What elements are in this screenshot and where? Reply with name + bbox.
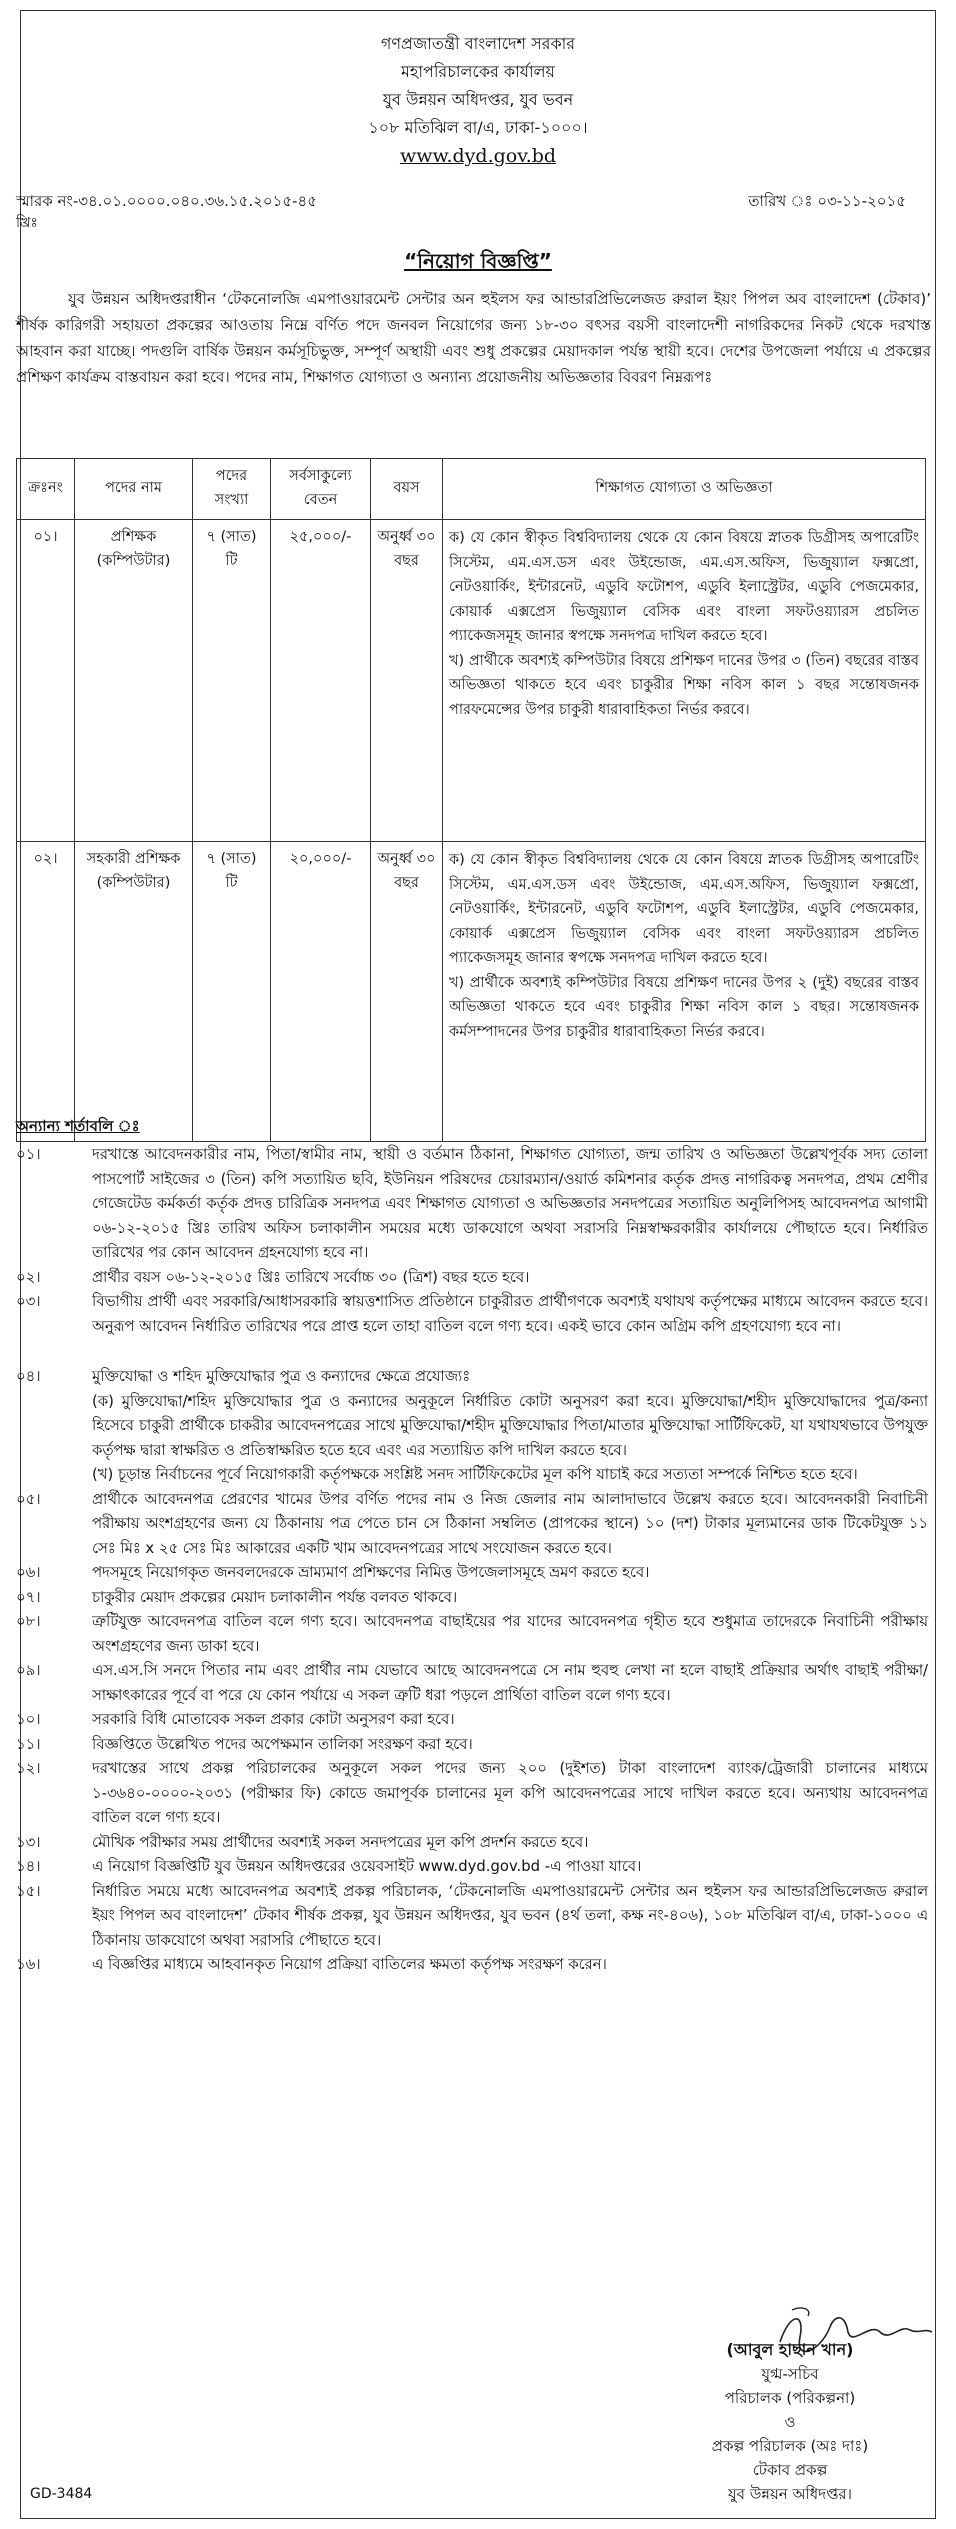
condition-number: ১৫। — [16, 1882, 41, 1900]
condition-number: ০৯। — [16, 1662, 41, 1679]
qualification-b: খ) প্রার্থীকে অবশ্যই কম্পিউটার বিষয়ে প্রশিক্ষণ দানের উপর ২ (দুই) বছরের বাস্তব অভিজ্ঞতা থাকতে হবে এবং চাকুরীর শিক্ষা নবিস কাল ১ বছর। সন্তোষজনক কর্মসম্পাদনের উপর চাকুরীর ধারাবাহিকতা নির্ভর করবে। — [449, 974, 919, 1040]
condition-text: দরখাস্তের সাথে প্রকল্প পরিচালকের অনুকূলে সকল পদের জন্য ২০০ (দুইশত) টাকা বাংলাদেশ ব্যাংক/ট্রেজারী চালানের মাধ্যমে ১-৩৬৪০-০০০০-২০৩১ (পরীক্ষার ফি) কোডে জমাপূর্বক চালানের মূল কপি আবেদনপত্রের সাথে দাখিল করতে হবে। অন্যথায় আবেদনপত্র বাতিল বলে গণ্য হবে। — [92, 1760, 928, 1826]
condition-number: ১৩। — [16, 1833, 41, 1851]
age-limit: অনুর্ধ্ব ৩০ বছর — [371, 842, 443, 1142]
table-row — [17, 520, 926, 842]
condition-sub-a: (ক) মুক্তিযোদ্ধা/শহিদ মুক্তিযোদ্ধার পুত্র ও কন্যাদের অনুকূলে নির্ধারিত কোটা অনুসরণ করা হবে। মুক্তিযোদ্ধা/শহীদ মুক্তিযোদ্ধাদের পুত্র/কন্যা হিসেবে চাকুরী প্রার্থীকে চাকরীর আবেদনপত্রের সাথে মুক্তিযোদ্ধা/শহীদ মুক্তিযোদ্ধার পিতা/মাতার মুক্তিযোদ্ধা সার্টিফিকেট, যা যথাযথভাবে উপযুক্ত কর্তৃপক্ষ দ্বারা স্বাক্ষরিত ও প্রতিস্বাক্ষরিত হতে হবে এবং এর সত্যায়িত কপি দাখিল করতে হবে। — [92, 1392, 928, 1459]
age-limit: অনুর্ধ্ব ৩০ বছর — [371, 520, 443, 842]
govt-name: গণপ্রজাতন্ত্রী বাংলাদেশ সরকার — [380, 34, 576, 53]
condition-text: ত্রুটিযুক্ত আবেদনপত্র বাতিল বলে গণ্য হবে। আবেদনপত্র বাছাইয়ের পর যাদের আবেদনপত্র গৃহীত হবে শুধুমাত্র তাদেরকে নিবাচিনী পরীক্ষায় অংশগ্রহণের জন্য ডাকা হবে। — [92, 1613, 928, 1655]
condition-item — [16, 1610, 928, 1659]
qualification-b: খ) প্রার্থীকে অবশ্যই কম্পিউটার বিষয়ে প্রশিক্ষণ দানের উপর ৩ (তিন) বছরের বাস্তব অভিজ্ঞতা থাকতে হবে এবং চাকুরীর শিক্ষা নবিস কাল ১ বছর সন্তোষজনক পারফমেন্সের উপর চাকুরী ধারাবাহিকতা নির্ভর করবে। — [449, 652, 919, 718]
issue-date: তারিখ ঃ ০৩-১১-২০১৫ — [748, 192, 906, 210]
memo-number: স্মারক নং-৩৪.০১.০০০০.০৪০.৩৬.১৫.২০১৫-৪৫ — [16, 192, 317, 210]
condition-text: চাকুরীর মেয়াদ প্রকল্পের মেয়াদ চলাকালীন পর্যন্ত বলবত থাকবে। — [92, 1588, 458, 1606]
condition-number: ০৮। — [16, 1613, 41, 1630]
condition-item — [16, 1659, 928, 1708]
condition-item — [16, 1143, 928, 1266]
office-name: মহাপরিচালকের কার্যালয় — [401, 62, 555, 81]
condition-intro: মুক্তিযোদ্ধা ও শহিদ মুক্তিযোদ্ধার পুত্র ও কন্যাদের ক্ষেত্রে প্রযোজ্যঃ — [92, 1368, 471, 1385]
condition-text: প্রার্থীকে আবেদনপত্র প্রেরণের খামের উপর বর্ণিত পদের নাম ও নিজ জেলার নাম আলাদাভাবে উল্লেখ করতে হবে। আবেদনকারী নিবাচিনী পরীক্ষায় অংশগ্রহণের জন্য যে ঠিকানায় পত্র পেতে চান সে ঠিকানা সম্বলিত (প্রাপকের স্থানে) ১০ (দশ) টাকার মূল্যমানের ডাক টিকেটযুক্ত ১১ সেঃ মিঃ x ২৫ সেঃ মিঃ আকারের একটি খাম আবেদনপত্রের সাথে সংযোজন করতে হবে। — [92, 1490, 928, 1557]
signatory-office: যুব উন্নয়ন অধিদপ্তর। — [727, 2485, 853, 2503]
col-qualification: শিক্ষাগত যোগ্যতা ও অভিজ্ঞতা — [443, 459, 926, 520]
notice-title — [0, 247, 956, 280]
intro-paragraph: যুব উন্নয়ন অধিদপ্তরাধীন ‘টেকনোলজি এমপাওয়ারমেন্ট সেন্টার অন হুইলস ফর আন্ডারপ্রিভিলেজড রুরাল ইয়ং পিপল অব বাংলাদেশ (টেকাব)’ শীর্ষক কারিগরী সহায়তা প্রকল্পের আওতায় নিম্নে বর্ণিত পদে জনবল নিয়োগের জন্য ১৮-৩০ বৎসর বয়সী বাংলাদেশী নাগরিকদের নিকট থেকে দরখাস্ত আহবান করা যাচ্ছে। পদগুলি বার্ষিক উন্নয়ন কর্মসূচিভুক্ত, সম্পূর্ণ অস্থায়ী এবং শুধু প্রকল্পের মেয়াদকাল পর্যন্ত স্থায়ী হবে। দেশের উপজেলা পর্যায়ে এ প্রকল্পের প্রশিক্ষণ কার্যক্রম বাস্তবায়ন করা হবে। পদের নাম, শিক্ষাগত যোগ্যতা ও অন্যান্য প্রয়োজনীয় অভিজ্ঞতার বিবরণ নিম্নরূপঃ — [16, 290, 931, 386]
condition-sub-b: (খ) চূড়ান্ত নির্বাচনের পূর্বে নিয়োগকারী কর্তৃপক্ষকে সংশ্লিষ্ট সনদ সার্টিফিকেটের মূল কপি যাচাই করে সত্যতা সম্পর্কে নিশ্চিত হতে হবে। — [92, 1466, 858, 1483]
conditions-heading: অন্যান্য শর্তাবলি ঃ — [16, 1117, 140, 1135]
condition-text: বিভাগীয় প্রার্থী এবং সরকারি/আধাসরকারি স্বায়ত্তশাসিত প্রতিষ্ঠানে চাকুরীরত প্রার্থীগণকে অবশ্যই যথাযথ কর্তৃপক্ষের মাধ্যমে আবেদন করতে হবে। অনুরূপ আবেদন নির্ধারিত তারিখের পরে প্রাপ্ত হলে তাহা বাতিল বলে গণ্য হবে। একই ভাবে কোন অগ্রিম কপি গ্রহণযোগ্য হবে না। — [92, 1293, 928, 1335]
condition-text: নির্ধারিত সময়ে মধ্যে আবেদনপত্র অবশ্যই প্রকল্প পরিচালক, ‘টেকনোলজি এমপাওয়ারমেন্ট সেন্টার অন হুইলস ফর আন্ডারপ্রিভিলেজড রুরাল ইয়ং পিপল অব বাংলাদেশ’ টেকাব শীর্ষক প্রকল্প, যুব উন্নয়ন অধিদপ্তর, যুব ভবন (৪র্থ তলা, কক্ষ নং-৪০৬), ১০৮ মতিঝিল বা/এ, ঢাকা-১০০০ এ ঠিকানায় ডাকযোগে অথবা সরাসরি পৌছাতে হবে। — [92, 1882, 928, 1949]
condition-text: এ বিজ্ঞপ্তির মাধ্যমে আহবানকৃত নিয়োগ প্রক্রিয়া বাতিলের ক্ষমতা কর্তৃপক্ষ সংরক্ষণ করেন। — [92, 1956, 607, 1973]
letterhead — [0, 30, 956, 170]
condition-text: মৌখিক পরীক্ষার সময় প্রার্থীদের অবশ্যই সকল সনদপত্রের মূল কপি প্রদর্শন করতে হবে। — [92, 1833, 589, 1851]
condition-number: ০৫। — [16, 1490, 41, 1508]
conditions-list — [16, 1143, 928, 1978]
notice-title-text: “নিয়োগ বিজ্ঞপ্তি” — [404, 249, 552, 273]
qualification — [443, 842, 926, 1142]
condition-number: ০১। — [16, 1146, 41, 1163]
signatory-role-1: পরিচালক (পরিকল্পনা) — [724, 2389, 856, 2407]
office-address: ১০৮ মতিঝিল বা/এ, ঢাকা-১০০০। — [368, 118, 588, 137]
condition-item — [16, 1586, 928, 1611]
signatory-block — [640, 2338, 940, 2506]
condition-item — [16, 1757, 928, 1831]
signatory-name: (আবুল হাছান খান) — [726, 2340, 854, 2359]
condition-number: ০৭। — [16, 1588, 41, 1606]
condition-number: ১০। — [16, 1711, 41, 1728]
condition-number: ০৩। — [16, 1293, 41, 1310]
serial: ০১। — [17, 520, 75, 842]
signatory-project: টেকাব প্রকল্প — [752, 2461, 828, 2479]
condition-number: ০৪। — [16, 1368, 41, 1385]
condition-item — [16, 1953, 928, 1978]
condition-text: পদসমূহে নিয়োগকৃত জনবলদেরকে ভ্রাম্যমাণ প্রশিক্ষণের নিমিত্ত উপজেলাসমূহে ভ্রমণ করতে হবে। — [92, 1564, 650, 1581]
website-link[interactable]: www.dyd.gov.bd — [399, 145, 557, 167]
serial: ০২। — [17, 842, 75, 1142]
qualification-a: ক) যে কোন স্বীকৃত বিশ্ববিদ্যালয় থেকে যে কোন বিষয়ে স্নাতক ডিগ্রীসহ অপারেটিং সিস্টেম, এম.এস.ডস এবং উইন্ডোজ, এম.এস.অফিস, ভিজুয়্যাল ফক্সপ্রো, নেটওয়ার্কিং, ইন্টারনেট, এডুবি ফটোশপ, এডুবি ইলাস্ট্রেটর, এডুবি পেজমেকার, কোয়ার্ক এক্সপ্রেস ভিজুয়্যাল বেসিক এবং বাংলা সফটওয়্যারস প্রচলিত প্যাকেজসমূহ জানার স্বপক্ষে সনদপত্র দাখিল করতে হবে। — [449, 852, 919, 966]
condition-number: ০৬। — [16, 1564, 41, 1581]
date-suffix: খ্রিঃ — [16, 215, 38, 231]
table-row — [17, 842, 926, 1142]
condition-item — [16, 1266, 928, 1291]
condition-text: দরখাস্তে আবেদনকারীর নাম, পিতা/স্বামীর নাম, স্থায়ী ও বর্তমান ঠিকানা, শিক্ষাগত যোগ্যতা, জন্ম তারিখ ও অভিজ্ঞতা উল্লেখপূর্বক সদ্য তোলা পাসপোর্ট সাইজের ৩ (তিন) কপি সত্যায়িত ছবি, ইউনিয়ন পরিষদের চেয়ারম্যান/ওয়ার্ড কমিশনার কর্তৃক প্রদত্ত নাগরিকত্ব সনদপত্র, প্রথম শ্রেণীর গেজেটেড কর্মকর্তা কর্তৃক প্রদত্ত চারিত্রিক সনদপত্র এবং শিক্ষাগত যোগ্যতা ও অভিজ্ঞতার সনদপত্রের সত্যায়িত অনুলিপিসহ আবেদনপত্র আগামী ০৬-১২-২০১৫ খ্রিঃ তারিখ অফিস চলাকালীন সময়ের মধ্যে ডাকযোগে অথবা সরাসরি নিম্নস্বাক্ষরকারীর কার্যালয়ে পৌছাতে হবে। নির্ধারিত তারিখের পর কোন আবেদন গ্রহনযোগ্য হবে না। — [92, 1146, 928, 1261]
condition-number: ১১। — [16, 1735, 41, 1753]
vacancy-table — [16, 458, 926, 1142]
signatory-and: ও — [784, 2413, 796, 2431]
condition-item — [16, 1488, 928, 1562]
col-post: পদের নাম — [75, 459, 193, 520]
condition-text — [92, 1365, 928, 1488]
salary: ২৫,০০০/- — [271, 520, 371, 842]
signatory-role-2: প্রকল্প পরিচালক (অঃ দাঃ) — [711, 2437, 869, 2455]
condition-item — [16, 1561, 928, 1586]
condition-item — [16, 1855, 928, 1880]
condition-item — [16, 1831, 928, 1856]
condition-number: ১৬। — [16, 1956, 41, 1973]
post-count: ৭ (সাত) টি — [193, 842, 271, 1142]
condition-text: সরকারি বিধি মোতাবেক সকল প্রকার কোটা অনুসরণ করা হবে। — [92, 1711, 455, 1728]
qualification-a: ক) যে কোন স্বীকৃত বিশ্ববিদ্যালয় থেকে যে কোন বিষয়ে স্নাতক ডিগ্রীসহ অপারেটিং সিস্টেম, এম.এস.ডস এবং উইন্ডোজ, এম.এস.অফিস, ভিজুয়্যাল ফক্সপ্রো, নেটওয়ার্কিং, ইন্টারনেট, এডুবি ফটোশপ, এডুবি ইলাস্ট্রেটর, এডুবি পেজমেকার, কোয়ার্ক এক্সপ্রেস ভিজুয়্যাল বেসিক এবং বাংলা সফটওয়্যারস প্রচলিত প্যাকেজসমূহ জানার স্বপক্ষে সনদপত্র দাখিল করতে হবে। — [449, 530, 919, 644]
col-salary: সর্বসাকুল্যে বেতন — [271, 459, 371, 520]
table-header-row — [17, 459, 926, 520]
condition-item — [16, 1290, 928, 1339]
col-age: বয়স — [371, 459, 443, 520]
post-count: ৭ (সাত) টি — [193, 520, 271, 842]
condition-text: এ নিয়োগ বিজ্ঞপ্তিটি যুব উন্নয়ন অধিদপ্তরের ওয়েবসাইট www.dyd.gov.bd -এ পাওয়া যাবে। — [92, 1858, 642, 1875]
condition-text: এস.এস.সি সনদে পিতার নাম এবং প্রার্থীর নাম যেভাবে আছে আবেদনপত্রে সে নাম হুবহু লেখা না হলে বাছাই প্রক্রিয়ার অর্থাৎ বাছাই পরীক্ষা/সাক্ষাৎকারের পূর্বে বা পরে যে কোন পর্যায়ে এ সকল ত্রুটি ধরা পড়লে প্রার্থিতা বাতিল বলে গণ্য হবে। — [92, 1662, 928, 1704]
department-name: যুব উন্নয়ন অধিদপ্তর, যুব ভবন — [382, 90, 574, 109]
condition-number: ০২। — [16, 1268, 41, 1286]
signatory-title: যুগ্ম-সচিব — [761, 2365, 819, 2383]
post-name: প্রশিক্ষক (কম্পিউটার) — [75, 520, 193, 842]
post-name: সহকারী প্রশিক্ষক (কম্পিউটার) — [75, 842, 193, 1142]
ad-code: GD-3484 — [30, 2486, 93, 2502]
col-count: পদের সংখ্যা — [193, 459, 271, 520]
condition-text: বিজ্ঞপ্তিতে উল্লেখিত পদের অপেক্ষমান তালিকা সংরক্ষণ করা হবে। — [92, 1735, 473, 1753]
condition-number: ১২। — [16, 1760, 41, 1777]
condition-number: ১৪। — [16, 1858, 41, 1875]
condition-text: প্রার্থীর বয়স ০৬-১২-২০১৫ খ্রিঃ তারিখে সর্বোচ্চ ৩০ (ত্রিশ) বছর হতে হবে। — [92, 1268, 530, 1286]
condition-item — [16, 1880, 928, 1954]
condition-item — [16, 1733, 928, 1758]
salary: ২০,০০০/- — [271, 842, 371, 1142]
condition-item — [16, 1708, 928, 1733]
col-serial: ক্রঃনং — [17, 459, 75, 520]
condition-item — [16, 1365, 928, 1488]
qualification — [443, 520, 926, 842]
